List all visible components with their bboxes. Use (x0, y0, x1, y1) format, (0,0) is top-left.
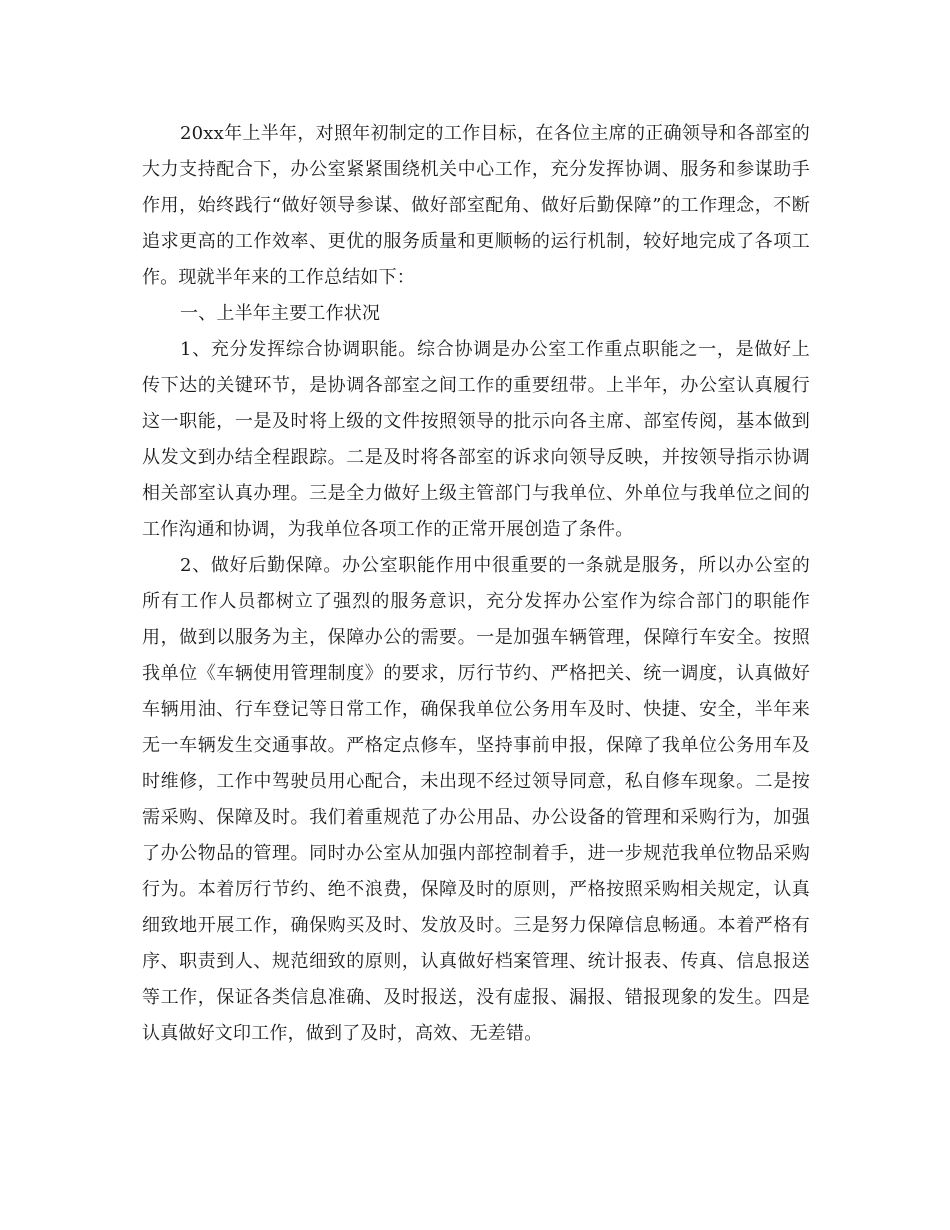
document-body (142, 116, 810, 1052)
coordination-paragraph: 1、充分发挥综合协调职能。综合协调是办公室工作重点职能之一，是做好上传下达的关键环节，是协调各部室之间工作的重要纽带。上半年，办公室认真履行这一职能，一是及时将上级的文件按照领导的批示向各主席、部室传阅，基本做到从发文到办结全程跟踪。二是及时将各部室的诉求向领导反映，并按领导指示协调相关部室认真办理。三是全力做好上级主管部门与我单位、外单位与我单位之间的工作沟通和协调，为我单位各项工作的正常开展创造了条件。 (142, 339, 810, 540)
logistics-paragraph: 2、做好后勤保障。办公室职能作用中很重要的一条就是服务，所以办公室的所有工作人员都树立了强烈的服务意识，充分发挥办公室作为综合部门的职能作用，做到以服务为主，保障办公的需要。一是加强车辆管理，保障行车安全。按照我单位《车辆使用管理制度》的要求，厉行节约、严格把关、统一调度，认真做好车辆用油、行车登记等日常工作，确保我单位公务用车及时、快捷、安全，半年来无一车辆发生交通事故。严格定点修车，坚持事前申报，保障了我单位公务用车及时维修，工作中驾驶员用心配合，未出现不经过领导同意，私自修车现象。二是按需采购、保障及时。我们着重规范了办公用品、办公设备的管理和采购行为，加强了办公物品的管理。同时办公室从加强内部控制着手，进一步规范我单位物品采购行为。本着厉行节约、绝不浪费，保障及时的原则，严格按照采购相关规定，认真细致地开展工作，确保购买及时、发放及时。三是努力保障信息畅通。本着严格有序、职责到人、规范细致的原则，认真做好档案管理、统计报表、传真、信息报送等工作，保证各类信息准确、及时报送，没有虚报、漏报、错报现象的发生。四是认真做好文印工作，做到了及时，高效、无差错。 (142, 555, 810, 1044)
intro-paragraph: 20xx年上半年，对照年初制定的工作目标，在各位主席的正确领导和各部室的大力支持配合下，办公室紧紧围绕机关中心工作，充分发挥协调、服务和参谋助手作用，始终践行“做好领导参谋、做好部室配角、做好后勤保障”的工作理念，不断追求更高的工作效率、更优的服务质量和更顺畅的运行机制，较好地完成了各项工作。现就半年来的工作总结如下： (142, 123, 810, 288)
section-heading: 一、上半年主要工作状况 (180, 303, 381, 324)
